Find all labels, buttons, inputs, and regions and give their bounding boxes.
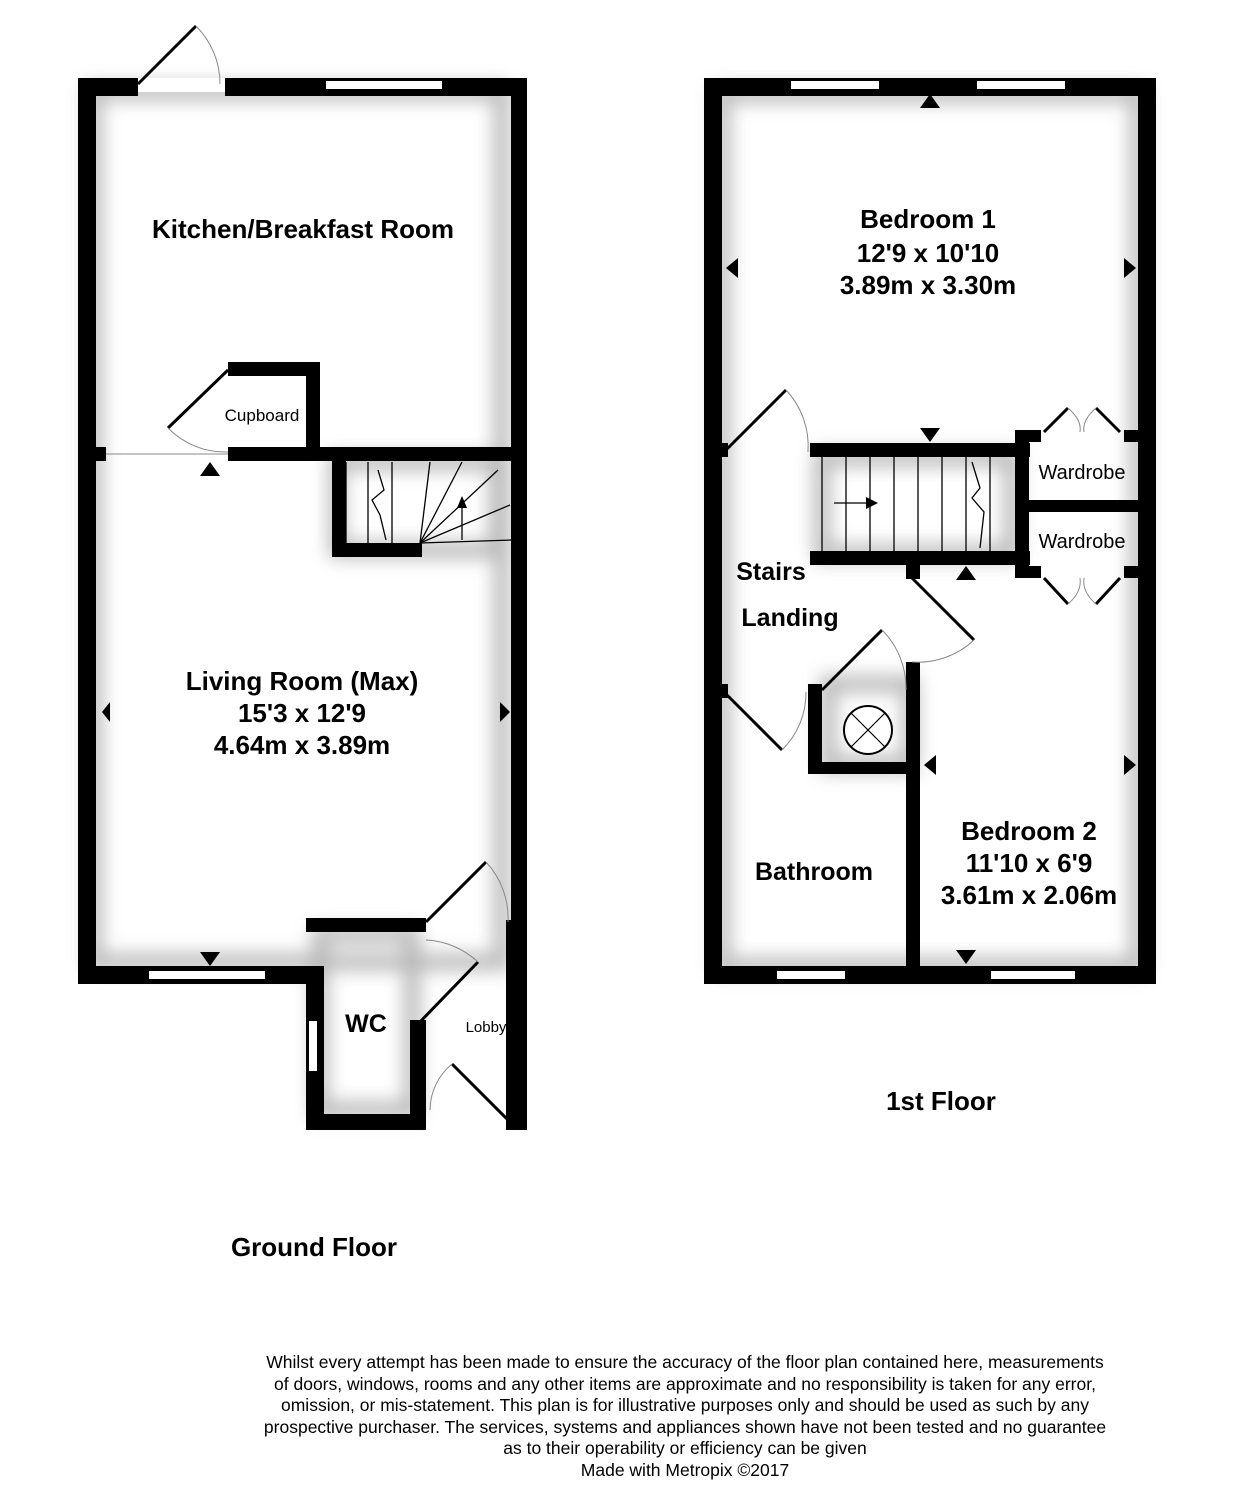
disclaimer-line: as to their operability or efficiency can be given [503,1438,867,1458]
wc-name: WC [345,1010,387,1038]
landing-name: Landing [741,604,839,632]
disclaimer-line: prospective purchaser. The services, systems and appliances shown have not been tested and no guarantee [263,1416,1107,1437]
bedroom2-window [990,970,1076,980]
first-floor-plan [704,78,1156,1116]
ground-floor-wall-shadow [94,92,502,1110]
first-floor-staircase [822,457,990,551]
wc-window [308,1020,318,1072]
first-floor-title: 1st Floor [886,1086,996,1116]
bedroom2-imperial: 11'10 x 6'9 [965,848,1093,878]
bedroom1-window-left [790,80,880,90]
living-name: Living Room (Max) [185,666,419,696]
bedroom2-name: Bedroom 2 [961,816,1097,846]
cupboard-name: Cupboard [224,406,300,425]
ground-floor-title: Ground Floor [230,1232,398,1262]
disclaimer [180,1352,1190,1481]
bedroom1-imperial: 12'9 x 10'10 [856,238,1000,268]
wardrobe-bottom-name: Wardrobe [1038,531,1126,553]
disclaimer-line: of doors, windows, rooms and any other items are approximate and no responsibility is taken for any error, [274,1373,1096,1394]
lobby-name: Lobby [465,1019,507,1036]
kitchen-window [325,80,443,90]
wardrobe-top-name: Wardrobe [1038,462,1126,484]
back-door-opening [138,78,225,92]
disclaimer-line: Whilst every attempt has been made to ensure the accuracy of the floor plan contained here, measurements [266,1352,1104,1372]
kitchen-name: Kitchen/Breakfast Room [152,214,454,244]
stairs-name: Stairs [736,558,806,586]
living-window [148,970,266,980]
disclaimer-credit: Made with Metropix ©2017 [580,1459,790,1480]
living-imperial: 15'3 x 12'9 [237,698,367,728]
bedroom2-metric: 3.61m x 2.06m [940,880,1118,910]
bedroom1-metric: 3.89m x 3.30m [839,270,1017,300]
bathroom-window [776,970,846,980]
disclaimer-line: omission, or mis-statement. This plan is for illustrative purposes only and should be used as such by any [281,1395,1089,1415]
ground-floor-staircase [346,462,512,543]
bathroom-name: Bathroom [754,858,874,886]
ground-floor-plan [78,26,527,1262]
bedroom1-name: Bedroom 1 [860,204,996,234]
living-metric: 4.64m x 3.89m [213,730,391,760]
bedroom1-window-right [976,80,1066,90]
